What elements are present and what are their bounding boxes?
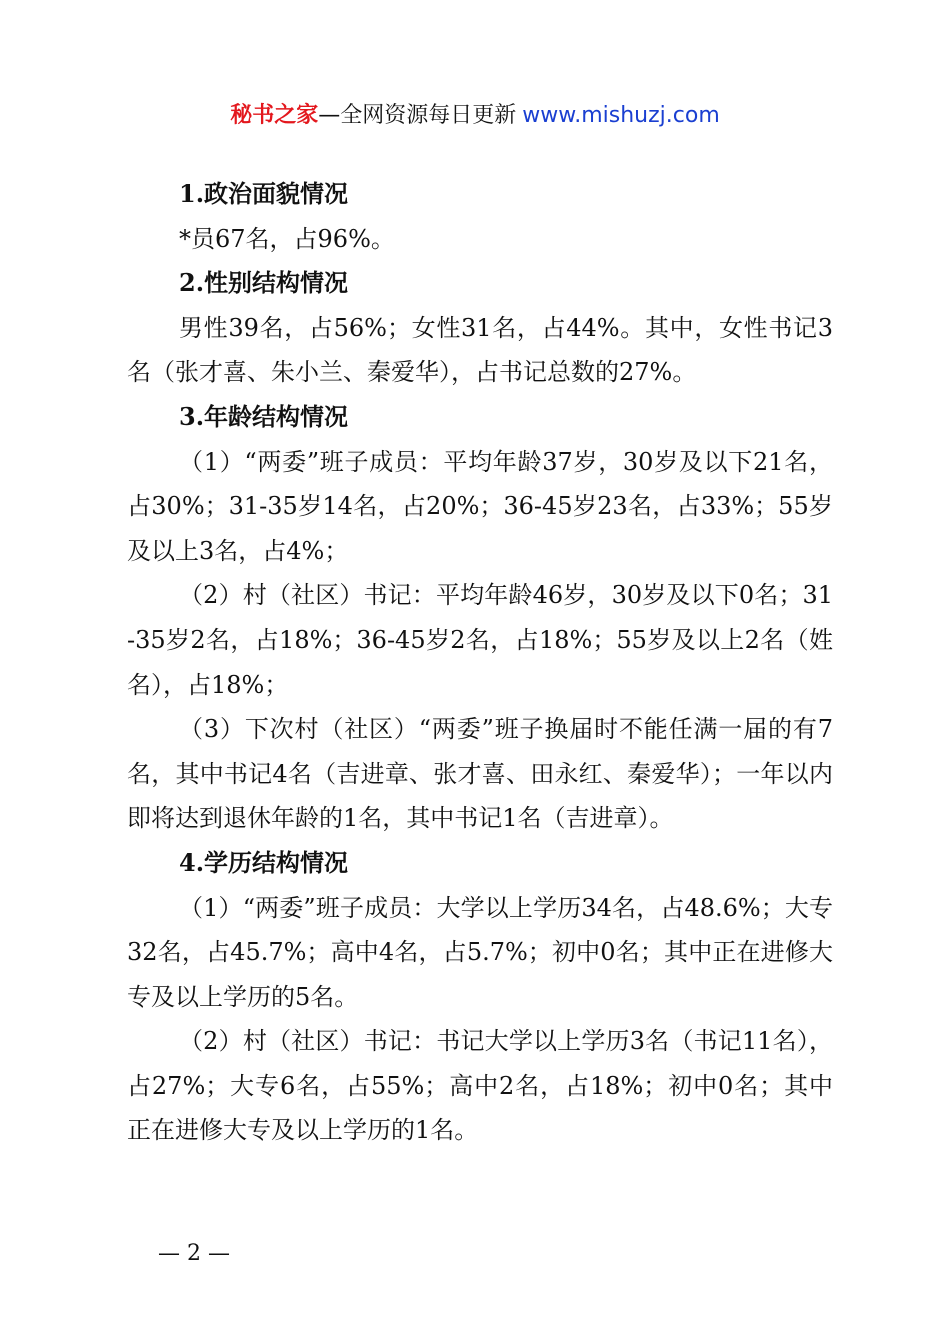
brand-name: 秘书之家	[230, 103, 319, 128]
tagline: —全网资源每日更新	[318, 103, 517, 128]
section-heading: 4.学历结构情况	[179, 847, 349, 877]
section-heading: 2.性别结构情况	[179, 268, 349, 298]
paragraph: （2）村（社区）书记：平均年龄46岁，30岁及以下0名；31-35岁2名，占18%；36-45岁2名，占18%；55岁及以上2名（姓名），占18%；	[127, 581, 833, 699]
document-body	[127, 172, 833, 1153]
site-url-link[interactable]: www.mishuzj.com	[522, 103, 720, 128]
page-number: — 2 —	[158, 1241, 230, 1266]
paragraph: （1）“两委”班子成员：平均年龄37岁，30岁及以下21名，占30%；31-35岁14名，占20%；36-45岁23名，占33%；55岁及以上3名，占4%；	[127, 447, 833, 565]
paragraph: 男性39名，占56%；女性31名，占44%。其中，女性书记3名（张才喜、朱小兰、秦爱华），占书记总数的27%。	[127, 313, 833, 387]
paragraph: *员67名，占96%。	[179, 224, 395, 253]
paragraph: （3）下次村（社区）“两委”班子换届时不能任满一届的有7名，其中书记4名（吉进章、张才喜、田永红、秦爱华）；一年以内即将达到退休年龄的1名，其中书记1名（吉进章）。	[127, 715, 833, 833]
paragraph: （1）“两委”班子成员：大学以上学历34名，占48.6%；大专32名，占45.7%；高中4名，占5.7%；初中0名；其中正在进修大专及以上学历的5名。	[127, 893, 833, 1011]
section-heading: 1.政治面貌情况	[179, 179, 349, 208]
section-heading: 3.年龄结构情况	[179, 401, 349, 431]
site-header	[0, 100, 950, 132]
paragraph: （2）村（社区）书记：书记大学以上学历3名（书记11名），占27%；大专6名，占55%；高中2名，占18%；初中0名；其中正在进修大专及以上学历的1名。	[127, 1027, 833, 1145]
